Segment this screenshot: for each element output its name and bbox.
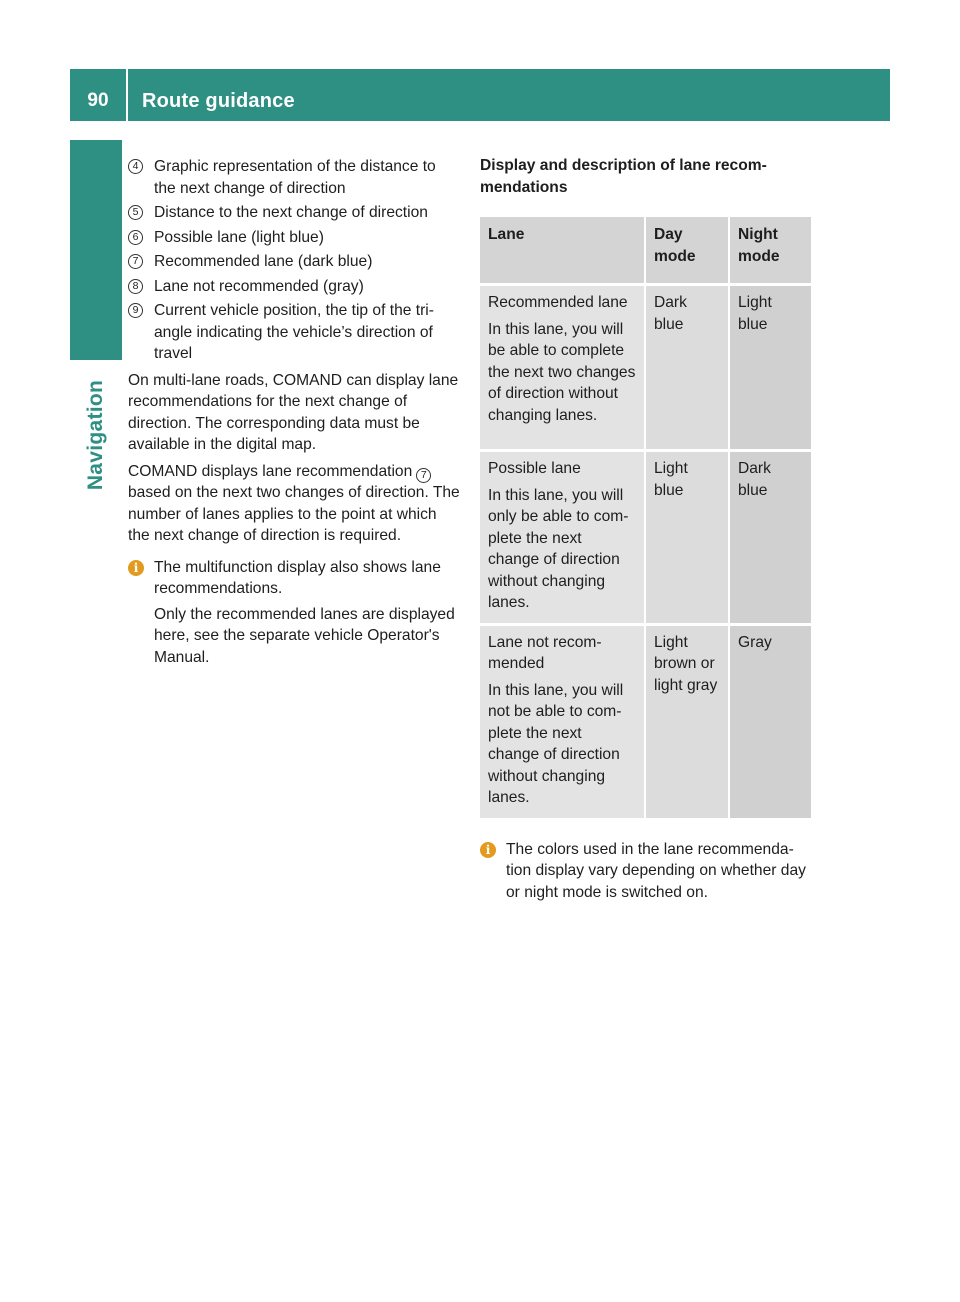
info-icon: i <box>128 560 144 576</box>
table-row <box>480 451 811 625</box>
lane-description: In this lane, you will be able to complete the next two changes of direction without changing lanes. <box>488 320 636 424</box>
day-mode-cell: Dark blue <box>645 285 729 451</box>
legend-item <box>128 227 461 249</box>
page-header <box>70 69 890 121</box>
night-mode-cell: Gray <box>729 624 811 819</box>
legend-text: Current vehicle position, the tip of the tri-angle indicating the vehicle’s direction of travel <box>154 302 434 362</box>
lane-title: Possible lane <box>488 460 581 477</box>
column-header-night: Night mode <box>729 217 811 285</box>
table-row <box>480 624 811 819</box>
header-divider <box>126 69 128 121</box>
legend-item <box>128 251 461 273</box>
night-mode-cell: Light blue <box>729 285 811 451</box>
day-mode-cell: Light blue <box>645 451 729 625</box>
legend-text: Distance to the next change of direction <box>154 204 428 221</box>
lane-description: In this lane, you will only be able to com-plete the next change of direction without changing lanes. <box>488 486 629 611</box>
info-note <box>128 557 461 669</box>
circled-number-icon: 5 <box>128 205 143 220</box>
legend-text: Recommended lane (dark blue) <box>154 253 373 270</box>
lane-cell <box>480 451 645 625</box>
circled-number-icon: 4 <box>128 159 143 174</box>
legend-item <box>128 276 461 298</box>
legend-item <box>128 202 461 224</box>
paragraph-text: COMAND displays lane recommendation <box>128 462 413 480</box>
circled-number-icon: 7 <box>416 468 431 483</box>
table-heading: Display and description of lane recom-mendations <box>480 157 767 196</box>
lane-title: Lane not recom-mended <box>488 633 602 672</box>
right-column <box>480 156 812 907</box>
info-icon: i <box>480 842 496 858</box>
legend-item <box>128 300 461 365</box>
info-text: Only the recommended lanes are displayed here, see the separate vehicle Operator's Manual. <box>154 605 455 666</box>
legend-text: Graphic representation of the distance to the next change of direction <box>154 158 436 197</box>
lane-cell <box>480 624 645 819</box>
legend-text: Lane not recommended (gray) <box>154 277 364 295</box>
info-text: The colors used in the lane recommenda-tion display vary depending on whether day or night mode is switched on. <box>506 840 806 901</box>
info-note <box>480 839 812 904</box>
chapter-tab-label: Navigation <box>84 379 107 491</box>
column-header-day: Day mode <box>645 217 729 285</box>
lane-colors-table <box>480 217 811 821</box>
circled-number-icon: 9 <box>128 303 143 318</box>
chapter-tab-block <box>70 140 122 360</box>
chapter-tab[interactable] <box>70 365 122 505</box>
section-title: Route guidance <box>142 90 295 112</box>
lane-title: Recommended lane <box>488 294 628 311</box>
paragraph-text: based on the next two changes of direction. The number of lanes applies to the point at which the next change of direction is required. <box>128 484 460 544</box>
circled-number-icon: 7 <box>128 254 143 269</box>
circled-number-icon: 6 <box>128 230 143 245</box>
table-header-row <box>480 217 811 285</box>
legend-text: Possible lane (light blue) <box>154 228 324 246</box>
left-column <box>128 156 461 672</box>
circled-number-icon: 8 <box>128 279 143 294</box>
legend-list <box>128 156 461 365</box>
lane-description: In this lane, you will not be able to com-plete the next change of direction without changing lanes. <box>488 681 624 806</box>
column-header-lane: Lane <box>480 217 645 285</box>
paragraph-multilane: On multi-lane roads, COMAND can display lane recommendations for the next change of direction. The corresponding data must be available in the digital map. <box>128 371 459 453</box>
night-mode-cell: Dark blue <box>729 451 811 625</box>
table-row <box>480 285 811 451</box>
paragraph-recommendation <box>128 461 461 547</box>
day-mode-cell: Light brown or light gray <box>645 624 729 819</box>
lane-cell <box>480 285 645 451</box>
page-number: 90 <box>87 90 109 111</box>
legend-item <box>128 156 461 199</box>
info-text: The multifunction display also shows lane recommendations. <box>154 558 441 597</box>
